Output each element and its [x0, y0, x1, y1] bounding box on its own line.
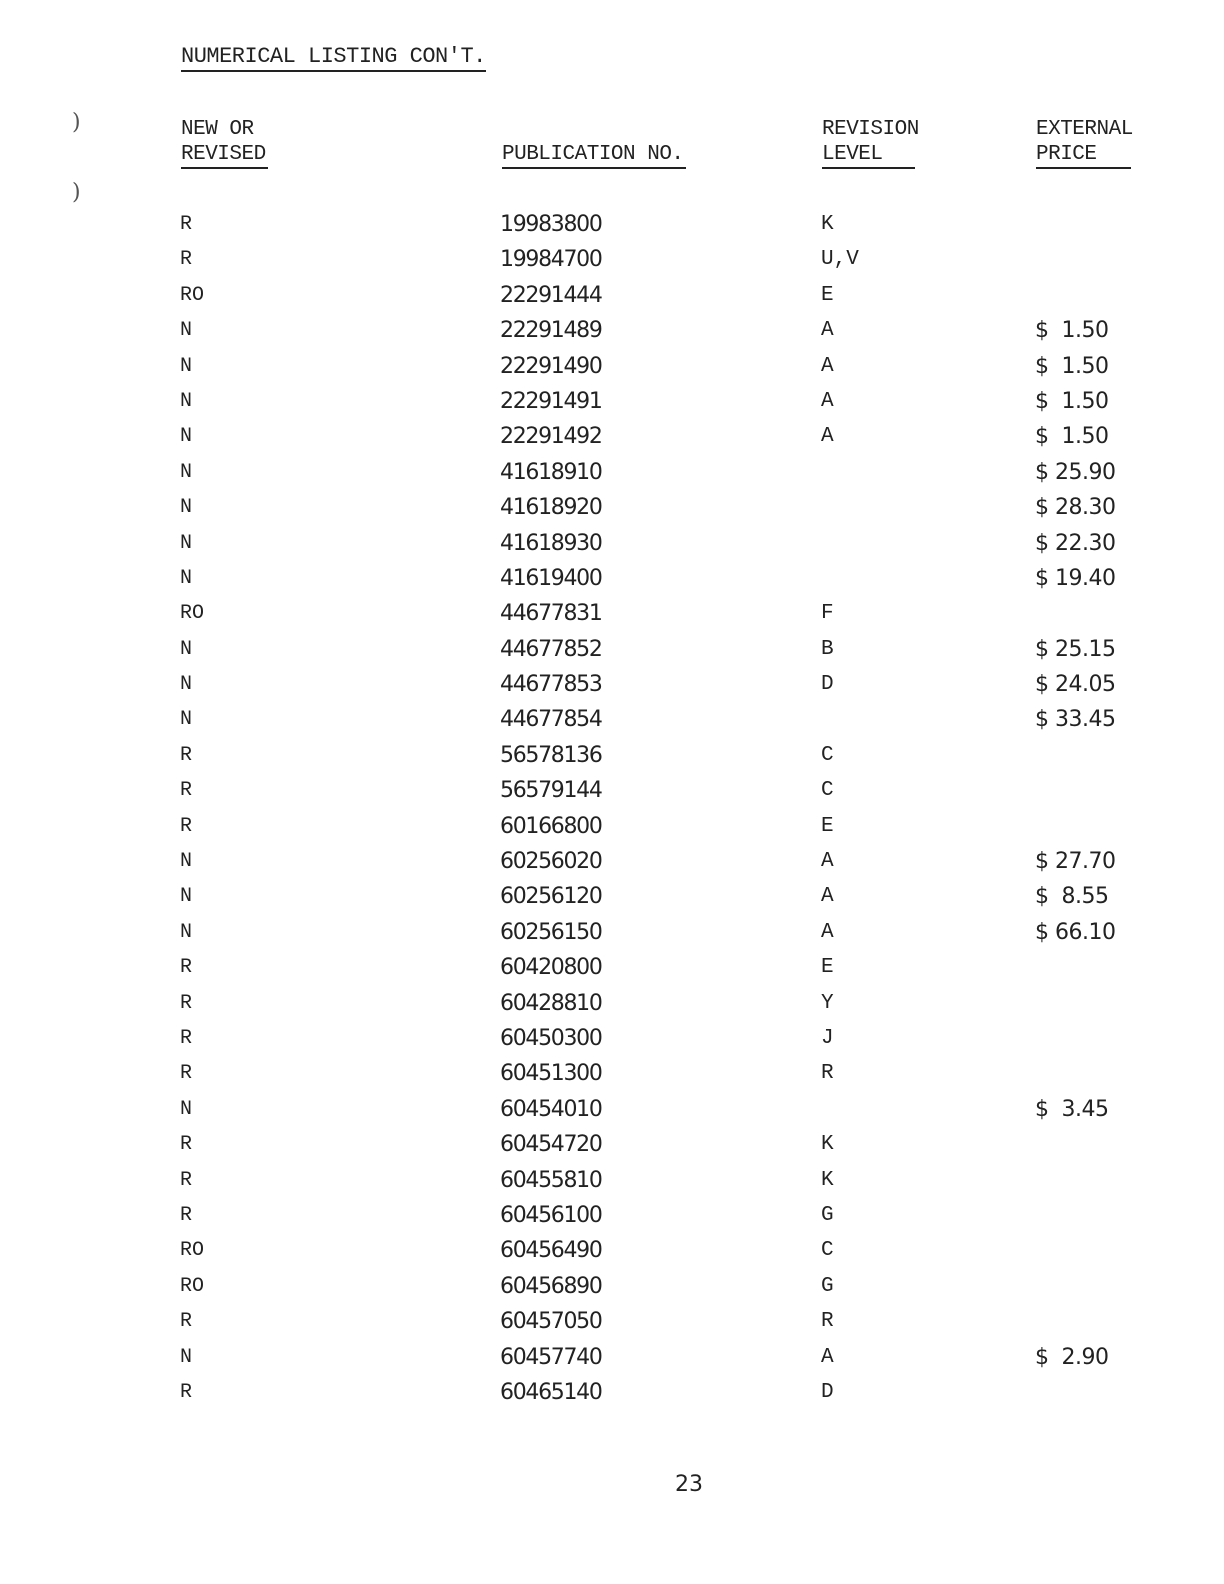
cell-revision-level: K	[821, 1133, 834, 1157]
cell-new-or-revised: RO	[180, 283, 205, 307]
cell-external-price: $ 25.15	[1035, 636, 1116, 662]
table-row	[0, 384, 1224, 419]
cell-revision-level: R	[821, 1062, 834, 1086]
cell-revision-level: U,V	[821, 248, 859, 272]
cell-new-or-revised: R	[180, 213, 193, 236]
header-external-price	[1036, 117, 1133, 169]
table-row	[0, 1269, 1224, 1304]
cell-external-price: $ 1.50	[1035, 388, 1109, 414]
cell-publication-no: 60456100	[500, 1202, 602, 1228]
cell-new-or-revised: N	[180, 460, 193, 484]
cell-revision-level: A	[821, 389, 834, 413]
cell-publication-no: 60456490	[500, 1238, 602, 1264]
table-row	[0, 561, 1224, 596]
header-new-or-revised	[181, 117, 268, 169]
table-row	[0, 313, 1224, 348]
cell-new-or-revised: R	[180, 743, 193, 767]
cell-publication-no: 19984700	[500, 247, 602, 273]
cell-new-or-revised: N	[180, 708, 193, 732]
cell-publication-no: 60455810	[500, 1167, 602, 1193]
table-row	[0, 526, 1224, 561]
cell-publication-no: 44677831	[500, 601, 602, 627]
cell-publication-no: 22291444	[500, 282, 602, 308]
cell-revision-level: G	[821, 1274, 834, 1298]
cell-publication-no: 22291489	[500, 318, 602, 344]
cell-revision-level: K	[821, 213, 834, 236]
table-row	[0, 738, 1224, 773]
cell-revision-level: Y	[821, 991, 834, 1015]
cell-publication-no: 41619400	[500, 565, 602, 591]
margin-mark: )	[72, 180, 81, 205]
cell-revision-level: E	[821, 283, 834, 307]
cell-new-or-revised: R	[180, 1026, 193, 1050]
cell-publication-no: 41618930	[500, 530, 602, 556]
cell-revision-level: F	[821, 602, 834, 626]
cell-new-or-revised: N	[180, 920, 193, 944]
table-row	[0, 419, 1224, 454]
cell-revision-level: G	[821, 1203, 834, 1227]
cell-new-or-revised: R	[180, 248, 193, 272]
cell-external-price: $ 66.10	[1035, 919, 1116, 945]
cell-revision-level: E	[821, 814, 834, 838]
cell-new-or-revised: N	[180, 319, 193, 343]
cell-new-or-revised: N	[180, 425, 193, 449]
table-row	[0, 1127, 1224, 1162]
table-row	[0, 1375, 1224, 1410]
cell-external-price: $ 24.05	[1035, 672, 1116, 698]
cell-new-or-revised: R	[180, 991, 193, 1015]
cell-revision-level: E	[821, 956, 834, 980]
table-row	[0, 667, 1224, 702]
cell-new-or-revised: N	[180, 637, 193, 661]
margin-mark: )	[72, 110, 81, 135]
cell-publication-no: 41618920	[500, 495, 602, 521]
table-row	[0, 1304, 1224, 1339]
cell-revision-level: J	[821, 1026, 834, 1050]
cell-publication-no: 60450300	[500, 1025, 602, 1051]
cell-publication-no: 22291492	[500, 424, 602, 450]
cell-external-price: $ 27.70	[1035, 849, 1116, 875]
cell-external-price: $ 3.45	[1035, 1096, 1109, 1122]
header-price-line1: EXTERNAL	[1036, 118, 1133, 141]
table-row	[0, 207, 1224, 242]
cell-publication-no: 60465140	[500, 1379, 602, 1405]
cell-new-or-revised: N	[180, 496, 193, 520]
table-row	[0, 632, 1224, 667]
table-row	[0, 773, 1224, 808]
cell-publication-no: 60457740	[500, 1344, 602, 1370]
cell-external-price: $ 22.30	[1035, 530, 1116, 556]
cell-revision-level: A	[821, 920, 834, 944]
cell-revision-level: K	[821, 1168, 834, 1192]
cell-external-price: $ 1.50	[1035, 318, 1109, 344]
cell-external-price: $ 1.50	[1035, 424, 1109, 450]
cell-revision-level: B	[821, 637, 834, 661]
cell-revision-level: C	[821, 743, 834, 767]
table-row	[0, 1233, 1224, 1268]
cell-publication-no: 60256020	[500, 849, 602, 875]
cell-revision-level: R	[821, 1310, 834, 1334]
cell-external-price: $ 19.40	[1035, 565, 1116, 591]
cell-new-or-revised: R	[180, 956, 193, 980]
table-row	[0, 242, 1224, 277]
table-row	[0, 702, 1224, 737]
table-row	[0, 596, 1224, 631]
cell-publication-no: 22291491	[500, 388, 602, 414]
cell-new-or-revised: R	[180, 1133, 193, 1157]
cell-new-or-revised: N	[180, 1097, 193, 1121]
cell-new-or-revised: N	[180, 850, 193, 874]
cell-publication-no: 60457050	[500, 1309, 602, 1335]
cell-new-or-revised: RO	[180, 602, 205, 626]
cell-new-or-revised: RO	[180, 1239, 205, 1263]
cell-revision-level: A	[821, 885, 834, 909]
cell-publication-no: 60456890	[500, 1273, 602, 1299]
cell-publication-no: 56579144	[500, 778, 602, 804]
table-row	[0, 844, 1224, 879]
table-row	[0, 809, 1224, 844]
cell-publication-no: 22291490	[500, 353, 602, 379]
cell-new-or-revised: N	[180, 673, 193, 697]
header-price-line2: PRICE	[1036, 142, 1131, 169]
table-row	[0, 1340, 1224, 1375]
table-row	[0, 986, 1224, 1021]
table-row	[0, 490, 1224, 525]
cell-revision-level: C	[821, 1239, 834, 1263]
cell-new-or-revised: N	[180, 389, 193, 413]
cell-new-or-revised: R	[180, 1310, 193, 1334]
cell-publication-no: 60166800	[500, 813, 602, 839]
cell-external-price: $ 33.45	[1035, 707, 1116, 733]
cell-external-price: $ 2.90	[1035, 1344, 1109, 1370]
table-row	[0, 879, 1224, 914]
header-new-or-revised-line2: REVISED	[181, 142, 268, 169]
cell-publication-no: 60256120	[500, 884, 602, 910]
cell-publication-no: 60454720	[500, 1132, 602, 1158]
cell-publication-no: 60256150	[500, 919, 602, 945]
table-row	[0, 349, 1224, 384]
cell-new-or-revised: R	[180, 779, 193, 803]
cell-new-or-revised: N	[180, 566, 193, 590]
cell-publication-no: 60451300	[500, 1061, 602, 1087]
table-row	[0, 278, 1224, 313]
cell-publication-no: 41618910	[500, 459, 602, 485]
table-row	[0, 1056, 1224, 1091]
table-row	[0, 915, 1224, 950]
cell-revision-level: A	[821, 1345, 834, 1369]
cell-new-or-revised: R	[180, 1203, 193, 1227]
page-title: NUMERICAL LISTING CON'T.	[181, 44, 486, 72]
cell-new-or-revised: N	[180, 354, 193, 378]
cell-publication-no: 60428810	[500, 990, 602, 1016]
table-row	[0, 1163, 1224, 1198]
table-row	[0, 1198, 1224, 1233]
cell-external-price: $ 1.50	[1035, 353, 1109, 379]
header-publication-no-label: PUBLICATION NO.	[502, 142, 686, 169]
listing-table	[0, 207, 1224, 1410]
table-row	[0, 1092, 1224, 1127]
cell-new-or-revised: R	[180, 1168, 193, 1192]
cell-new-or-revised: N	[180, 1345, 193, 1369]
cell-new-or-revised: N	[180, 531, 193, 555]
header-publication-no	[502, 142, 686, 169]
header-revision-level	[822, 117, 919, 169]
cell-external-price: $ 28.30	[1035, 495, 1116, 521]
cell-new-or-revised: N	[180, 885, 193, 909]
cell-external-price: $ 8.55	[1035, 884, 1109, 910]
page-number: 23	[675, 1472, 703, 1497]
cell-revision-level: D	[821, 673, 834, 697]
cell-revision-level: A	[821, 354, 834, 378]
cell-new-or-revised: R	[180, 1380, 193, 1404]
cell-publication-no: 56578136	[500, 742, 602, 768]
cell-publication-no: 60420800	[500, 955, 602, 981]
cell-publication-no: 44677852	[500, 636, 602, 662]
table-row	[0, 455, 1224, 490]
header-revision-line1: REVISION	[822, 118, 919, 141]
table-row	[0, 1021, 1224, 1056]
cell-revision-level: C	[821, 779, 834, 803]
table-row	[0, 950, 1224, 985]
cell-new-or-revised: RO	[180, 1274, 205, 1298]
cell-publication-no: 60454010	[500, 1096, 602, 1122]
cell-new-or-revised: R	[180, 1062, 193, 1086]
header-revision-line2: LEVEL	[822, 142, 915, 169]
cell-publication-no: 19983800	[500, 212, 602, 237]
cell-revision-level: A	[821, 850, 834, 874]
cell-revision-level: A	[821, 319, 834, 343]
cell-revision-level: A	[821, 425, 834, 449]
cell-publication-no: 44677853	[500, 672, 602, 698]
cell-external-price: $ 25.90	[1035, 459, 1116, 485]
cell-publication-no: 44677854	[500, 707, 602, 733]
header-new-or-revised-line1: NEW OR	[181, 118, 254, 141]
cell-revision-level: D	[821, 1380, 834, 1404]
cell-new-or-revised: R	[180, 814, 193, 838]
